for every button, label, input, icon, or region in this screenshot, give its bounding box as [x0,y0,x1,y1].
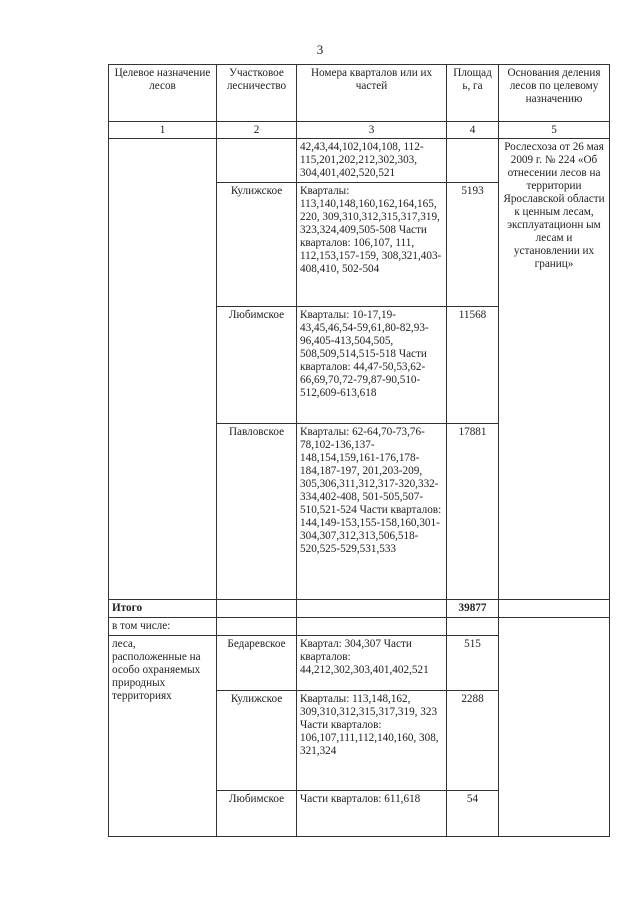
table-row [109,139,610,183]
quarters-cell: Части кварталов: 611,618 [297,791,447,837]
column-number: 2 [217,122,297,139]
quarters-cell: Кварталы: 62-64,70-73,76-78,102-136,137-148,154,159,161-176,178-184,187-197, 201,203-209, 305,306,311,312,317-320,332-334,402-408, 501-505,507-510,521-524 Части кварталов: 144,149-153,155-158,160,301-304,307,312,313,506,518-520,525-529,531,533 [297,424,447,600]
area-cell: 515 [447,636,499,691]
basis-cell [499,600,610,618]
area-cell: 2288 [447,691,499,791]
header-row [109,65,610,122]
column-number: 3 [297,122,447,139]
basis-cell [499,618,610,837]
area-cell [447,139,499,183]
purpose-cell: леса, расположенные на особо охраняемых природных территориях [109,636,217,837]
total-label: Итого [109,600,217,618]
purpose-cell [109,139,217,600]
forestry-cell: Бедаревское [217,636,297,691]
column-number: 1 [109,122,217,139]
forestry-cell: Павловское [217,424,297,600]
total-row [109,600,610,618]
total-area: 39877 [447,600,499,618]
forest-table [108,64,610,837]
column-number-row [109,122,610,139]
quarters-cell: Кварталы: 113,140,148,160,162,164,165, 220, 309,310,312,315,317,319, 323,324,409,505-508 Части кварталов: 106,107, 111, 112,153,157-159, 308,321,403-408,410, 502-504 [297,183,447,307]
column-number: 4 [447,122,499,139]
header-forestry: Участковое лесничество [217,65,297,122]
header-area: Площад ь, га [447,65,499,122]
forestry-cell [217,139,297,183]
including-row [109,618,610,636]
forestry-cell: Кулижское [217,691,297,791]
quarters-cell: Кварталы: 113,148,162, 309,310,312,315,317,319, 323 Части кварталов: 106,107,111,112,140,160, 308, 321,324 [297,691,447,791]
area-cell: 11568 [447,307,499,424]
forestry-cell [217,618,297,636]
including-label: в том числе: [109,618,217,636]
area-cell: 17881 [447,424,499,600]
header-basis: Основания деления лесов по целевому назначению [499,65,610,122]
header-purpose: Целевое назначение лесов [109,65,217,122]
page-number: 3 [316,42,324,57]
forestry-cell: Любимское [217,307,297,424]
area-cell: 54 [447,791,499,837]
quarters-cell: Кварталы: 10-17,19-43,45,46,54-59,61,80-82,93- 96,405-413,504,505, 508,509,514,515-518 Части кварталов: 44,47-50,53,62-66,69,70,72-79,87-90,510-512,609-613,618 [297,307,447,424]
forestry-cell: Любимское [217,791,297,837]
basis-cell: Рослесхоза от 26 мая 2009 г. № 224 «Об отнесении лесов на территории Ярославской области к ценным лесам, эксплуатационн ым лесам и установлении их границ» [499,139,610,600]
quarters-cell [297,600,447,618]
forestry-cell: Кулижское [217,183,297,307]
forestry-cell [217,600,297,618]
quarters-cell: 42,43,44,102,104,108, 112-115,201,202,212,302,303, 304,401,402,520,521 [297,139,447,183]
quarters-cell [297,618,447,636]
column-number: 5 [499,122,610,139]
header-quarters: Номера кварталов или их частей [297,65,447,122]
quarters-cell: Квартал: 304,307 Части кварталов: 44,212,302,303,401,402,521 [297,636,447,691]
area-cell: 5193 [447,183,499,307]
area-cell [447,618,499,636]
